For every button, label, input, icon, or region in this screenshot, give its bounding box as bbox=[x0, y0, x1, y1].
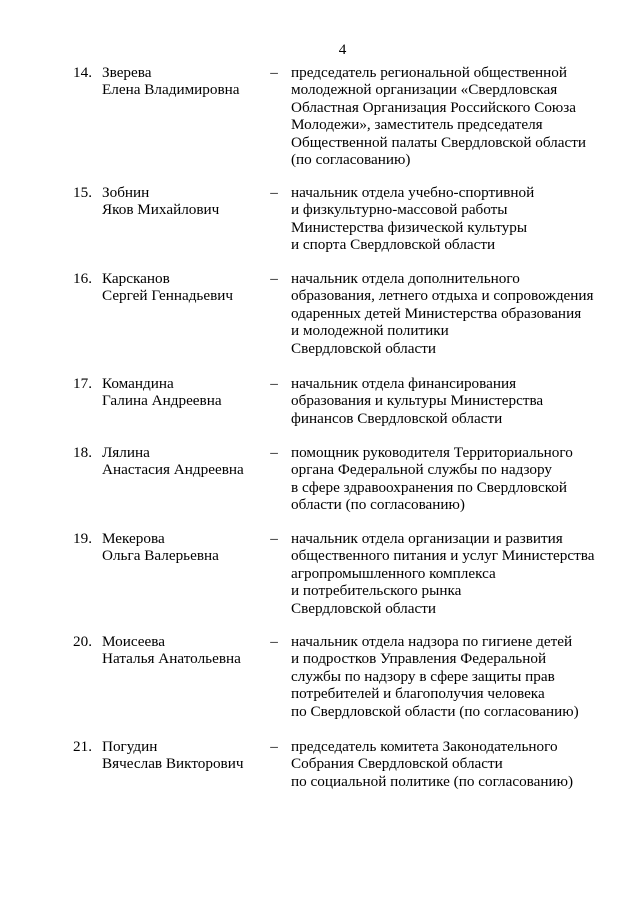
person-name bbox=[102, 633, 267, 668]
surname: Погудин bbox=[102, 738, 158, 755]
position-line: и спорта Свердловской области bbox=[291, 236, 496, 254]
entry-number: 21. bbox=[73, 738, 92, 755]
position-description bbox=[291, 64, 611, 168]
position-line: по социальной политике (по согласованию) bbox=[291, 772, 574, 790]
given-names: Сергей Геннадьевич bbox=[102, 287, 234, 305]
person-name bbox=[102, 270, 267, 305]
surname: Зобнин bbox=[102, 184, 150, 201]
entry-number: 17. bbox=[73, 375, 92, 392]
position-line: агропромышленного комплекса bbox=[291, 564, 496, 582]
position-line: и физкультурно-массовой работы bbox=[291, 201, 508, 219]
surname: Зверева bbox=[102, 64, 152, 81]
person-name bbox=[102, 738, 267, 773]
given-names: Яков Михайлович bbox=[102, 201, 220, 219]
entry-number: 20. bbox=[73, 633, 92, 650]
dash: – bbox=[270, 184, 278, 201]
given-names: Наталья Анатольевна bbox=[102, 650, 241, 668]
position-line: Свердловской области bbox=[291, 339, 436, 357]
dash: – bbox=[270, 738, 278, 755]
position-line: начальник отдела финансирования bbox=[291, 375, 517, 392]
position-line: Общественной палаты Свердловской области bbox=[291, 133, 587, 151]
entry-number: 16. bbox=[73, 270, 92, 287]
dash: – bbox=[270, 530, 278, 547]
position-line: (по согласованию) bbox=[291, 151, 411, 169]
position-line: Областная Организация Российского Союза bbox=[291, 98, 577, 116]
entry-number: 14. bbox=[73, 64, 92, 81]
position-description bbox=[291, 270, 611, 357]
position-line: образования, летнего отдыха и сопровождения bbox=[291, 287, 594, 305]
position-line: начальник отдела учебно-спортивной bbox=[291, 184, 535, 201]
position-line: Свердловской области bbox=[291, 599, 436, 617]
position-line: образования и культуры Министерства bbox=[291, 392, 544, 410]
dash: – bbox=[270, 633, 278, 650]
position-description bbox=[291, 633, 611, 720]
position-line: Министерства физической культуры bbox=[291, 218, 528, 236]
dash: – bbox=[270, 375, 278, 392]
position-description bbox=[291, 738, 611, 790]
surname: Лялина bbox=[102, 444, 150, 461]
surname: Моисеева bbox=[102, 633, 165, 650]
position-line: Молодежи», заместитель председателя bbox=[291, 116, 543, 134]
person-name bbox=[102, 444, 267, 479]
given-names: Вячеслав Викторович bbox=[102, 755, 244, 773]
given-names: Елена Владимировна bbox=[102, 81, 240, 99]
position-line: и подростков Управления Федеральной bbox=[291, 650, 547, 668]
position-line: Собрания Свердловской области bbox=[291, 755, 503, 773]
position-line: общественного питания и услуг Министерства bbox=[291, 547, 595, 565]
position-line: и потребительского рынка bbox=[291, 582, 462, 600]
dash: – bbox=[270, 444, 278, 461]
position-line: молодежной организации «Свердловская bbox=[291, 81, 558, 99]
position-line: потребителей и благополучия человека bbox=[291, 685, 545, 703]
person-name bbox=[102, 375, 267, 410]
position-line: области (по согласованию) bbox=[291, 496, 465, 514]
surname: Мекерова bbox=[102, 530, 165, 547]
given-names: Анастасия Андреевна bbox=[102, 461, 244, 479]
position-line: помощник руководителя Территориального bbox=[291, 444, 573, 461]
dash: – bbox=[270, 64, 278, 81]
position-line: начальник отдела надзора по гигиене детей bbox=[291, 633, 573, 650]
page-number: 4 bbox=[338, 41, 347, 58]
position-line: и молодежной политики bbox=[291, 322, 449, 340]
position-description bbox=[291, 375, 611, 427]
position-line: начальник отдела организации и развития bbox=[291, 530, 563, 547]
position-line: службы по надзору в сфере защиты прав bbox=[291, 667, 555, 685]
position-line: председатель региональной общественной bbox=[291, 64, 567, 81]
position-line: в сфере здравоохранения по Свердловской bbox=[291, 478, 568, 496]
surname: Командина bbox=[102, 375, 174, 392]
surname: Карсканов bbox=[102, 270, 170, 287]
person-name bbox=[102, 530, 267, 565]
dash: – bbox=[270, 270, 278, 287]
position-line: председатель комитета Законодательного bbox=[291, 738, 558, 755]
given-names: Ольга Валерьевна bbox=[102, 547, 219, 565]
position-line: одаренных детей Министерства образования bbox=[291, 304, 582, 322]
position-line: начальник отдела дополнительного bbox=[291, 270, 520, 287]
entry-number: 18. bbox=[73, 444, 92, 461]
position-description bbox=[291, 444, 611, 514]
entry-number: 15. bbox=[73, 184, 92, 201]
position-line: по Свердловской области (по согласованию) bbox=[291, 702, 579, 720]
position-line: финансов Свердловской области bbox=[291, 409, 503, 427]
person-name bbox=[102, 184, 267, 219]
position-description bbox=[291, 530, 611, 617]
position-description bbox=[291, 184, 611, 254]
position-line: органа Федеральной службы по надзору bbox=[291, 461, 552, 479]
person-name bbox=[102, 64, 267, 99]
given-names: Галина Андреевна bbox=[102, 392, 222, 410]
entry-number: 19. bbox=[73, 530, 92, 547]
